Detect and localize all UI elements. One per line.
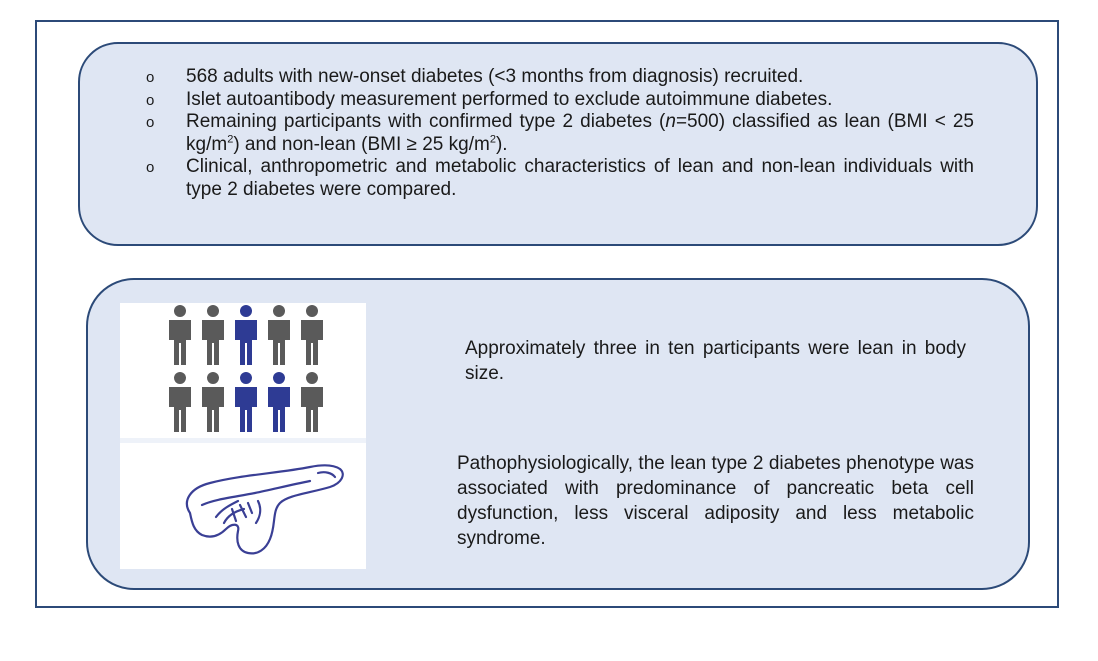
people-panel bbox=[120, 303, 366, 438]
pancreas-panel bbox=[120, 443, 366, 569]
n-symbol: n bbox=[665, 111, 676, 132]
person-icon bbox=[268, 305, 290, 365]
list-item bbox=[146, 66, 974, 89]
bullet-marker: o bbox=[146, 69, 155, 86]
method-text: Remaining participants with confirmed type 2 diabetes (n=500) classified as lean (BMI < 25 $kg/m^2$) and non-lean (BMI ≥ 25 $kg/m^2$). bbox=[186, 111, 974, 155]
person-icon bbox=[169, 305, 191, 365]
lean-person-icon bbox=[235, 372, 257, 432]
method-text: Islet autoantibody measurement performed to exclude autoimmune diabetes. bbox=[186, 88, 833, 110]
finding-lean-proportion: Approximately three in ten participants were lean in body size. bbox=[465, 338, 966, 384]
finding-pathophysiology: Pathophysiologically, the lean type 2 diabetes phenotype was associated with predominance of pancreatic beta cell dysfunction, less visceral adiposity and less metabolic syndrome. bbox=[457, 453, 974, 549]
lean-person-icon bbox=[268, 372, 290, 432]
method-text: 568 adults with new-onset diabetes (<3 months from diagnosis) recruited. bbox=[186, 66, 804, 87]
bullet-marker: o bbox=[146, 159, 155, 176]
pancreas-icon bbox=[120, 443, 366, 569]
summary-frame bbox=[35, 20, 1059, 608]
person-icon bbox=[202, 305, 224, 365]
person-icon bbox=[202, 372, 224, 432]
bullet-marker: o bbox=[146, 114, 155, 131]
person-icon bbox=[301, 305, 323, 365]
method-text: Clinical, anthropometric and metabolic characteristics of lean and non-lean individuals with type 2 diabetes were compared. bbox=[186, 156, 974, 200]
methods-list bbox=[146, 66, 974, 201]
people-icon bbox=[120, 303, 366, 438]
list-item bbox=[146, 111, 974, 156]
person-icon bbox=[301, 372, 323, 432]
bullet-marker: o bbox=[146, 91, 155, 109]
methods-box bbox=[78, 42, 1038, 246]
person-icon bbox=[169, 372, 191, 432]
list-item bbox=[146, 89, 974, 112]
lean-person-icon bbox=[235, 305, 257, 365]
list-item bbox=[146, 156, 974, 201]
